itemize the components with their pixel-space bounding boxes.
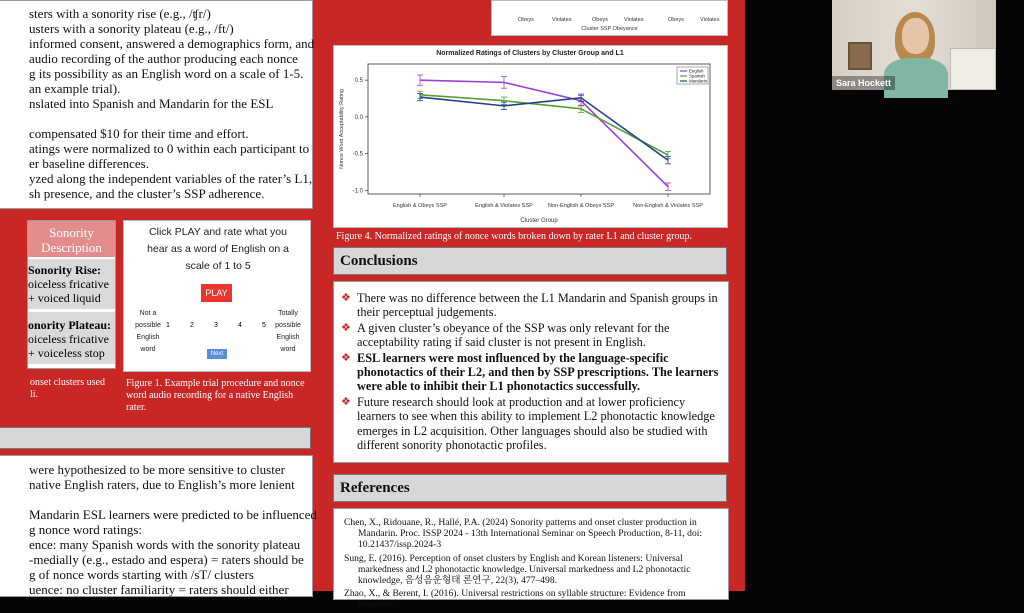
diamond-bullet-icon: ❖ xyxy=(341,321,351,334)
references-box xyxy=(333,508,729,611)
sonority-plateau-line1: oiceless fricative xyxy=(28,332,109,346)
sonority-table xyxy=(27,220,116,369)
conclusion-bullet xyxy=(341,395,719,453)
conclusion-text: Future research should look at production and at lower proficiency learners to see when this ability to implement L2 phonotactic knowledge emerges in L2 acquisition. Other languages should also be studied with different sonority phonotactic profiles. xyxy=(357,394,715,453)
series-line-spanish xyxy=(420,95,668,155)
conclusion-text: ESL learners were most influenced by the language-specific phonotactics of their L2, and then by SSP prescriptions. The learners were able to inhibit their L1 phonotactics successfully. xyxy=(357,350,719,394)
hypotheses-box xyxy=(0,455,317,597)
top-chart-fragment xyxy=(491,0,728,36)
methods-line: an example trial). xyxy=(29,81,121,96)
y-axis-label: Nonce Word Acceptability Rating xyxy=(339,89,345,169)
y-tick-label: 0.0 xyxy=(354,114,363,121)
y-tick-label: -1.0 xyxy=(352,188,363,195)
conclusion-bullet xyxy=(341,291,719,320)
hypotheses-line: g nonce word ratings: xyxy=(29,522,143,537)
methods-line: nslated into Spanish and Mandarin for the ESL xyxy=(29,96,274,111)
x-tick-label: Non-English & Violates SSP xyxy=(633,203,703,209)
y-tick-label: 0.5 xyxy=(354,78,363,85)
methods-line: g its possibility as an English word on a scale of 1-5. xyxy=(29,66,304,81)
hypotheses-header xyxy=(0,427,311,449)
hypotheses-line xyxy=(29,492,317,507)
rating-option-5[interactable]: 5 xyxy=(262,322,266,329)
diamond-bullet-icon: ❖ xyxy=(341,351,351,364)
hypotheses-line: Mandarin ESL learners were predicted to be influenced xyxy=(29,507,317,522)
diamond-bullet-icon: ❖ xyxy=(341,395,351,408)
x-axis-label: Cluster Group xyxy=(520,218,558,224)
references-header: References xyxy=(333,474,727,502)
conclusions-list xyxy=(341,291,719,453)
video-shelf xyxy=(950,48,996,90)
figure4-chart-box xyxy=(333,45,728,228)
hypotheses-line: g of nonce words starting with /sT/ clusters xyxy=(29,567,254,582)
table-caption: onset clusters used li. xyxy=(30,377,105,400)
y-tick-label: -0.5 xyxy=(352,151,363,158)
chart-title: Normalized Ratings of Clusters by Cluster Group and L1 xyxy=(436,50,624,57)
reference-item: Chen, X., Ridouane, R., Hallé, P.A. (2024) Sonority patterns and onset cluster production in Mandarin. Proc. ISSP 2024 - 13th International Seminar on Speech Production, 8-11, doi: 10.21437/issp.2024-3 xyxy=(344,517,703,551)
rating-option-1[interactable]: 1 xyxy=(166,322,170,329)
sonority-rise-title: Sonority Rise: xyxy=(28,263,101,277)
participant-video-tile[interactable] xyxy=(832,0,996,90)
legend-label: Mandarin xyxy=(689,78,708,84)
methods-line: sh presence, and the cluster’s SSP adherence. xyxy=(29,186,265,201)
trial-example-box xyxy=(123,220,311,372)
methods-text xyxy=(29,6,314,201)
figure4-chart xyxy=(334,46,727,227)
conclusion-text: There was no difference between the L1 Mandarin and Spanish groups in their perceptual judgements. xyxy=(357,291,718,320)
sonority-plateau-cell xyxy=(28,312,115,364)
conclusions-box xyxy=(333,281,729,463)
x-tick-label: English & Obeys SSP xyxy=(392,203,448,209)
sonority-plateau-title: onority Plateau: xyxy=(28,318,111,332)
hypotheses-line: were hypothesized to be more sensitive to cluster xyxy=(29,462,285,477)
top-chart-tick-label: Obeys xyxy=(592,17,608,23)
methods-line: yzed along the independent variables of the rater’s L1, xyxy=(29,171,313,186)
methods-box xyxy=(0,0,313,209)
methods-line xyxy=(29,111,314,126)
top-chart-tick-label: Violates xyxy=(552,17,572,23)
reference-item: Sung, E. (2016). Perception of onset clusters by English and Korean listeners: Universal markedness and L2 phonotactic knowledge. Universal markedness and L2 phonotactic knowledge, 음성음운형태 론연구, 22(3), 477–498. xyxy=(344,552,691,587)
methods-line: compensated $10 for their time and effort. xyxy=(29,126,249,141)
rating-option-3[interactable]: 3 xyxy=(214,322,218,329)
methods-line: informed consent, answered a demographics form, and xyxy=(29,36,315,51)
conclusion-bullet xyxy=(341,351,719,394)
hypotheses-line: native English raters, due to English’s more lenient xyxy=(29,477,295,492)
play-button[interactable]: PLAY xyxy=(201,284,232,302)
sonority-table-header: Sonority Description xyxy=(28,221,115,257)
rating-option-4[interactable]: 4 xyxy=(238,322,242,329)
video-frame-decor xyxy=(848,42,872,70)
figure1-caption: Figure 1. Example trial procedure and nonce word audio recording for a native English rater. xyxy=(126,378,305,413)
methods-line: audio recording of the author producing each nonce xyxy=(29,51,298,66)
sonority-rise-line1: oiceless fricative xyxy=(28,277,109,291)
figure4-caption: Figure 4. Normalized ratings of nonce words broken down by rater L1 and cluster group. xyxy=(336,231,693,242)
rating-option-2[interactable]: 2 xyxy=(190,322,194,329)
top-chart-tick-label: Obeys xyxy=(668,17,684,23)
x-tick-label: English & Violates SSP xyxy=(475,203,533,209)
methods-line: er baseline differences. xyxy=(29,156,149,171)
top-chart-tick-label: Obeys xyxy=(518,17,534,23)
sonority-rise-line2: + voiced liquid xyxy=(28,291,101,305)
participant-face xyxy=(902,18,929,54)
hypotheses-line: -medially (e.g., estado and espera) = raters should be xyxy=(29,552,304,567)
conclusion-bullet xyxy=(341,321,719,350)
legend-label: English xyxy=(689,68,704,74)
references-list xyxy=(340,517,722,613)
sonority-rise-cell xyxy=(28,259,115,309)
participant-name-label: Sara Hockett xyxy=(832,76,895,90)
sonority-plateau-line2: + voiceless stop xyxy=(28,346,105,360)
rating-scale xyxy=(162,322,272,332)
x-tick-label: Non-English & Obeys SSP xyxy=(547,203,615,209)
left-anchor-label: Not a possible English word xyxy=(135,310,161,353)
next-button[interactable]: Next xyxy=(207,349,227,359)
hypotheses-line: ence: many Spanish words with the sonority plateau xyxy=(29,537,301,552)
top-chart-tick-label: Violates xyxy=(700,17,720,23)
right-anchor-label: Totally possible English word xyxy=(275,310,301,353)
methods-line: usters with a sonority plateau (e.g., /ft/) xyxy=(29,21,234,36)
trial-instruction: Click PLAY and rate what you hear as a word of English on a scale of 1 to 5 xyxy=(147,226,289,272)
top-chart-tick-label: Violates xyxy=(624,17,644,23)
hypotheses-text xyxy=(29,462,317,597)
chart-plot-frame xyxy=(368,64,710,194)
legend-label: Spanish xyxy=(689,73,705,79)
methods-line: atings were normalized to 0 within each participant to xyxy=(29,141,310,156)
hypotheses-line: uence: no cluster familiarity = raters should either xyxy=(29,582,289,597)
conclusions-header: Conclusions xyxy=(333,247,727,275)
top-chart-xlabel: Cluster SSP Obeyance xyxy=(581,26,638,32)
methods-line: sters with a sonority rise (e.g., /ʧr/) xyxy=(29,6,211,21)
reference-item: Zhao, X., & Berent, I. (2016). Universal restrictions on syllable structure: Evidence from Mandarin xyxy=(344,588,686,611)
diamond-bullet-icon: ❖ xyxy=(341,292,351,304)
conclusion-text: A given cluster’s obeyance of the SSP was only relevant for the acceptability rating if said cluster is not present in English. xyxy=(357,320,670,350)
